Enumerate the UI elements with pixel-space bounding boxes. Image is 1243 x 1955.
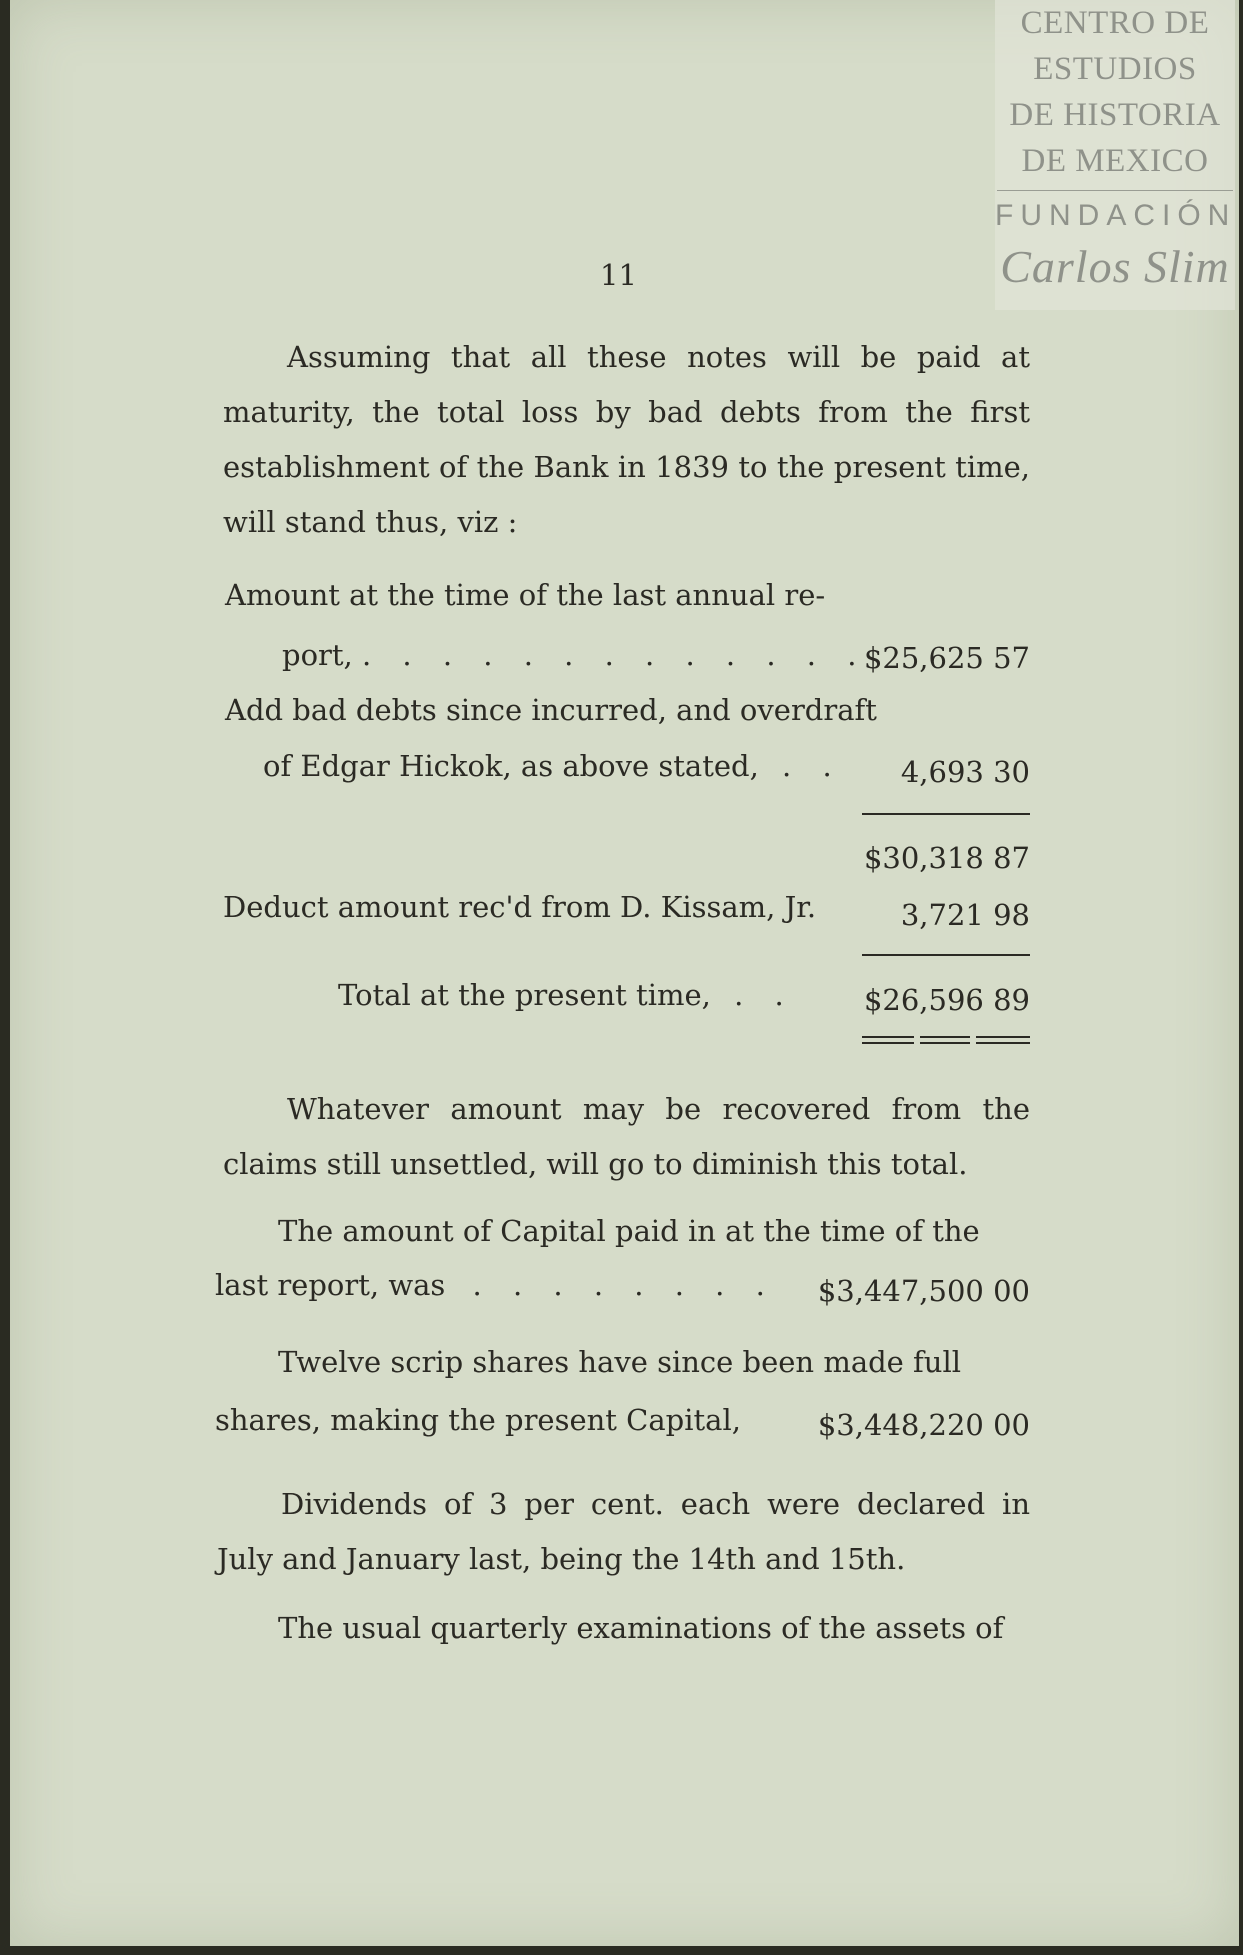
closing-line: The usual quarterly examinations of the assets of xyxy=(278,1611,1004,1645)
leader-dots: . . . . . . . . xyxy=(472,1268,776,1302)
capital-line2-text: last report, was xyxy=(215,1268,446,1302)
scrip-line2: shares, making the present Capital, xyxy=(215,1403,741,1437)
watermark-divider xyxy=(997,190,1233,191)
capital-line2 xyxy=(215,1268,776,1302)
dividends-paragraph: Dividends of 3 per cent. each were declared in July and January last, being the 14th and 15th. xyxy=(217,1487,1030,1576)
watermark-stamp xyxy=(995,0,1235,310)
capital-line1: The amount of Capital paid in at the time of the xyxy=(278,1214,980,1248)
leader-dots: . . xyxy=(734,978,795,1012)
ledger-row2-amount: 4,693 30 xyxy=(900,755,1030,789)
total-double-rule xyxy=(920,1036,970,1038)
recovery-paragraph: Whatever amount may be recovered from the claims still unsettled, will go to diminish this total. xyxy=(223,1092,1030,1181)
ledger-row2-label-a: Add bad debts since incurred, and overdraft xyxy=(225,693,877,727)
total-double-rule xyxy=(976,1036,1030,1038)
leader-dots: . . . . . . . . . . . . . xyxy=(361,638,868,672)
ledger-total-label xyxy=(338,978,795,1012)
ledger-row1-label-a: Amount at the time of the last annual re- xyxy=(225,578,826,612)
ledger-row1-amount: $25,625 57 xyxy=(863,641,1030,675)
sum-rule xyxy=(862,954,1030,956)
leader-dots: . . xyxy=(782,749,843,783)
watermark-line: CENTRO DE xyxy=(1020,5,1210,41)
watermark-line: DE MEXICO xyxy=(1021,143,1209,179)
ledger-row2-label-b xyxy=(263,749,843,783)
ledger-row3-amount: 3,721 98 xyxy=(900,898,1030,932)
total-double-rule xyxy=(976,1042,1030,1044)
watermark-line: ESTUDIOS xyxy=(1033,51,1197,87)
scrip-line1: Twelve scrip shares have since been made full xyxy=(278,1345,962,1379)
ledger-row3-label: Deduct amount rec'd from D. Kissam, Jr. xyxy=(223,890,817,924)
ledger-row2-label-b-text: of Edgar Hickok, as above stated, xyxy=(263,749,759,783)
ledger-total-amount: $26,596 89 xyxy=(863,983,1030,1017)
page-number: 11 xyxy=(600,258,637,292)
watermark-foundation: FUNDACIÓN xyxy=(995,199,1237,232)
watermark-signature: Carlos Slim xyxy=(1000,241,1230,292)
ledger-row1-label-b-text: port, xyxy=(282,638,353,672)
total-double-rule xyxy=(862,1042,914,1044)
intro-paragraph: Assuming that all these notes will be paid at maturity, the total loss by bad debts from the first establishment of the Bank in 1839 to the present time, will stand thus, viz : xyxy=(223,340,1030,539)
total-double-rule xyxy=(862,1036,914,1038)
capital-amount: $3,447,500 00 xyxy=(817,1274,1030,1308)
ledger-row1-label-b xyxy=(282,638,867,672)
total-double-rule xyxy=(920,1042,970,1044)
scrip-amount: $3,448,220 00 xyxy=(817,1408,1030,1442)
watermark-line: DE HISTORIA xyxy=(1009,97,1221,133)
ledger-total-label-text: Total at the present time, xyxy=(338,978,711,1012)
sum-rule xyxy=(862,813,1030,815)
ledger-subtotal: $30,318 87 xyxy=(863,841,1030,875)
